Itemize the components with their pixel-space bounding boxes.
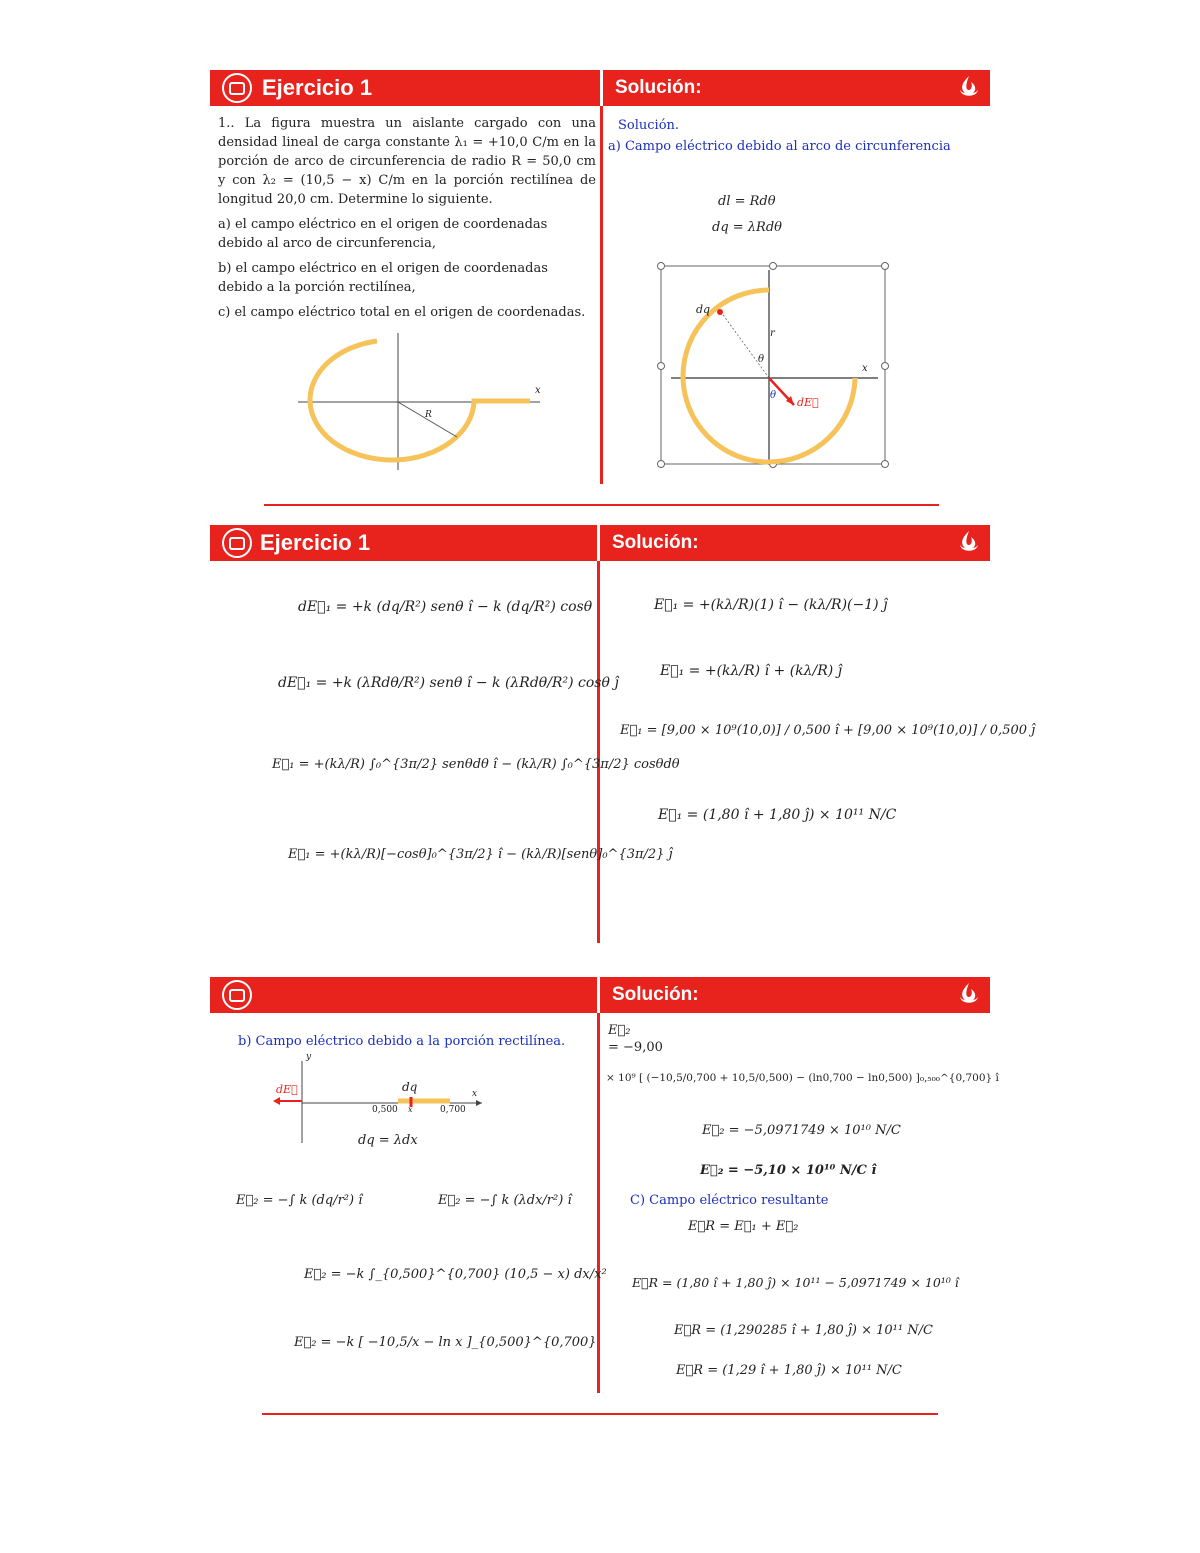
r-eq-6: E⃗R = (1,290285 î + 1,80 ĵ) × 10¹¹ N/C	[674, 1323, 933, 1338]
slide-1-right-title: Solución:	[615, 77, 702, 98]
rod-tick-0700: 0,700	[440, 1105, 466, 1115]
slide-3-eq-3: E⃗₂ = −k ∫_{0,500}^{0,700} (10,5 − x) dx/x²	[304, 1267, 607, 1282]
eq-dq: dq = λRdθ	[712, 220, 782, 235]
fig2-theta2-label: θ	[770, 390, 777, 401]
rod-tick-0500: 0,500	[372, 1105, 398, 1115]
slide-2-eq-8: E⃗₁ = (1,80 î + 1,80 ĵ) × 10¹¹ N/C	[658, 807, 897, 823]
slide-2-eq-7: E⃗₁ = [9,00 × 10⁹(10,0)] / 0,500 î + [9,00 × 10⁹(10,0)] / 0,500 ĵ	[620, 723, 1036, 738]
r-eq-4: E⃗R = E⃗₁ + E⃗₂	[688, 1219, 799, 1234]
book-logo-icon	[222, 980, 252, 1010]
eq-dl: dl = Rdθ	[718, 194, 776, 209]
rod-dq-label: dq	[402, 1080, 418, 1094]
slide-2-left-title: Ejercicio 1	[260, 530, 371, 555]
rod-x-small-label: x	[408, 1105, 413, 1114]
r-eq-5: E⃗R = (1,80 î + 1,80 ĵ) × 10¹¹ − 5,0971749 × 10¹⁰ î	[632, 1275, 959, 1290]
problem-statement: 1.. La figura muestra un aislante cargado con una densidad lineal de carga constante λ₁ = +10,0 C/m en la porción de arco de circunferencia de radio R = 50,0 cm y con λ₂ = (10,5 − x) C/m en la porción rectilínea de longitud 20,0 cm. Determine lo siguiente.	[218, 116, 596, 207]
slide-3-bottom-line	[262, 1413, 938, 1415]
rod-de-label: dE⃗	[276, 1083, 298, 1096]
solucion-label: Solución.	[618, 118, 680, 133]
slide-2-eq-3: E⃗₁ = +(kλ/R) ∫₀^{3π/2} senθdθ î − (kλ/R) ∫₀^{3π/2} cosθdθ	[272, 757, 680, 772]
r-eq-1b: = −9,00	[608, 1040, 663, 1055]
part-b-heading: b) Campo eléctrico debido a la porción rectilínea.	[238, 1034, 566, 1049]
slide-3-right-header	[600, 977, 990, 1013]
slide-2-eq-6: E⃗₁ = +(kλ/R) î + (kλ/R) ĵ	[660, 663, 843, 679]
slide-1-left-title: Ejercicio 1	[262, 75, 373, 100]
slide-1-divider	[600, 106, 603, 484]
slide-1-bottom-line	[264, 504, 939, 506]
slide-3-right-title: Solución:	[612, 984, 699, 1005]
upc-logo-icon	[954, 980, 984, 1010]
slide-2-divider	[597, 561, 600, 943]
rod-figure	[270, 1055, 490, 1145]
slide-2-right-title: Solución:	[612, 532, 699, 553]
r-eq-2: E⃗₂ = −5,0971749 × 10¹⁰ N/C	[702, 1123, 901, 1138]
fig-x-label: x	[535, 385, 541, 396]
r-eq-1c: × 10⁹ [ (−10,5/0,700 + 10,5/0,500) − (ln0,700 − ln0,500) ]₀,₅₀₀^{0,700} î	[606, 1072, 999, 1084]
item-c: c) el campo eléctrico total en el origen de coordenadas.	[218, 305, 586, 320]
slide-2-eq-5: E⃗₁ = +(kλ/R)(1) î − (kλ/R)(−1) ĵ	[654, 597, 888, 613]
slide-3	[210, 977, 999, 1422]
r-eq-1a: E⃗₂	[608, 1023, 631, 1038]
fig2-theta-label: θ	[758, 354, 765, 365]
fig2-dq-label: dq	[696, 303, 711, 316]
fig2-de-label: dE⃗	[797, 396, 819, 409]
rod-x-label: x	[472, 1089, 478, 1099]
book-logo-icon	[222, 73, 252, 103]
slide-1-left-header	[210, 70, 600, 106]
slide-1-right-header	[603, 70, 990, 106]
slide-3-eq-2: E⃗₂ = −∫ k (λdx/r²) î	[438, 1193, 572, 1208]
upc-logo-icon	[954, 528, 984, 558]
book-logo-icon	[222, 528, 252, 558]
part-a-heading: a) Campo eléctrico debido al arco de circunferencia	[608, 139, 951, 154]
fig-r-label: R	[425, 410, 432, 420]
slide-2-right-header	[600, 525, 990, 561]
slide-3-eq-4: E⃗₂ = −k [ −10,5/x − ln x ]_{0,500}^{0,700}	[294, 1335, 597, 1350]
r-eq-7: E⃗R = (1,29 î + 1,80 ĵ) × 10¹¹ N/C	[676, 1363, 902, 1378]
arc-solution-figure	[656, 260, 891, 472]
r-eq-3: E⃗₂ = −5,10 × 10¹⁰ N/C î	[700, 1163, 877, 1178]
slide-2	[210, 525, 1036, 945]
slide-3-divider	[597, 1013, 600, 1393]
fig2-r-label: r	[770, 328, 775, 339]
slide-3-eq-1: E⃗₂ = −∫ k (dq/r²) î	[236, 1193, 363, 1208]
rod-y-label: y	[306, 1052, 312, 1062]
item-a: a) el campo eléctrico en el origen de coordenadas debido al arco de circunferencia,	[218, 217, 548, 251]
slide-3-left-header	[210, 977, 597, 1013]
part-c-heading: C) Campo eléctrico resultante	[630, 1193, 829, 1208]
charged-arc-figure	[290, 325, 560, 475]
eq-dq-lambda-dx: dq = λdx	[358, 1133, 418, 1148]
slide-2-eq-4: E⃗₁ = +(kλ/R)[−cosθ]₀^{3π/2} î − (kλ/R)[senθ]₀^{3π/2} ĵ	[288, 847, 673, 862]
fig2-x-label: x	[862, 363, 868, 374]
upc-logo-icon	[954, 73, 984, 103]
item-b: b) el campo eléctrico en el origen de coordenadas debido a la porción rectilínea,	[218, 261, 548, 295]
slide-2-eq-2: dE⃗₁ = +k (λRdθ/R²) senθ î − k (λRdθ/R²) cosθ ĵ	[278, 675, 619, 691]
slide-2-left-header	[210, 525, 597, 561]
slide-2-eq-1: dE⃗₁ = +k (dq/R²) senθ î − k (dq/R²) cosθ	[298, 599, 593, 615]
slide-1	[210, 70, 990, 510]
